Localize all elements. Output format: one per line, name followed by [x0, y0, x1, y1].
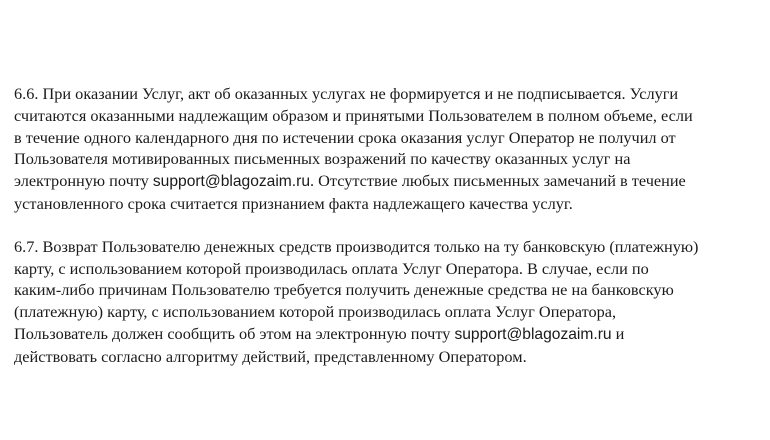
paragraph-line: установленного срока считается признанием факта надлежащего качества услуг. — [14, 193, 573, 213]
paragraph-line — [14, 323, 766, 346]
paragraph-line: в течение одного календарного дня по истечении срока оказания услуг Оператор не получил от — [14, 127, 676, 147]
support-email: support@blagozaim.ru — [152, 173, 310, 191]
paragraph-line: Пользователя мотивированных письменных возражений по качеству оказанных услуг на — [14, 149, 631, 169]
paragraph-6-7 — [14, 236, 766, 368]
paragraph-line — [14, 170, 766, 193]
paragraph-line: каким-либо причинам Пользователю требуется получить денежные средства не на банковскую — [14, 280, 674, 300]
document-page — [14, 83, 766, 368]
paragraph-line: действовать согласно алгоритму действий, представленному Оператором. — [14, 346, 527, 366]
paragraph-line: (платежную) карту, с использованием которой производилась оплата Услуг Оператора, — [14, 302, 617, 322]
paragraph-line: считаются оказанными надлежащим образом и принятыми Пользователем в полном объеме, если — [14, 105, 693, 125]
line-text: . Отсутствие любых письменных замечаний в течение — [310, 171, 686, 191]
paragraph-line: карту, с использованием которой производилась оплата Услуг Оператора. В случае, если по — [14, 258, 649, 278]
line-text: электронную почту — [14, 171, 153, 191]
support-email: support@blagozaim.ru — [454, 325, 612, 343]
paragraph-line: 6.6. При оказании Услуг, акт об оказанных услугах не формируется и не подписывается. Услуги — [14, 84, 679, 103]
line-text: Пользователь должен сообщить об этом на электронную почту — [14, 323, 455, 343]
paragraph-line: 6.7. Возврат Пользователю денежных средств производится только на ту банковскую (платежную) — [14, 236, 699, 256]
paragraph-6-6 — [14, 83, 766, 215]
line-text: и — [611, 323, 625, 343]
